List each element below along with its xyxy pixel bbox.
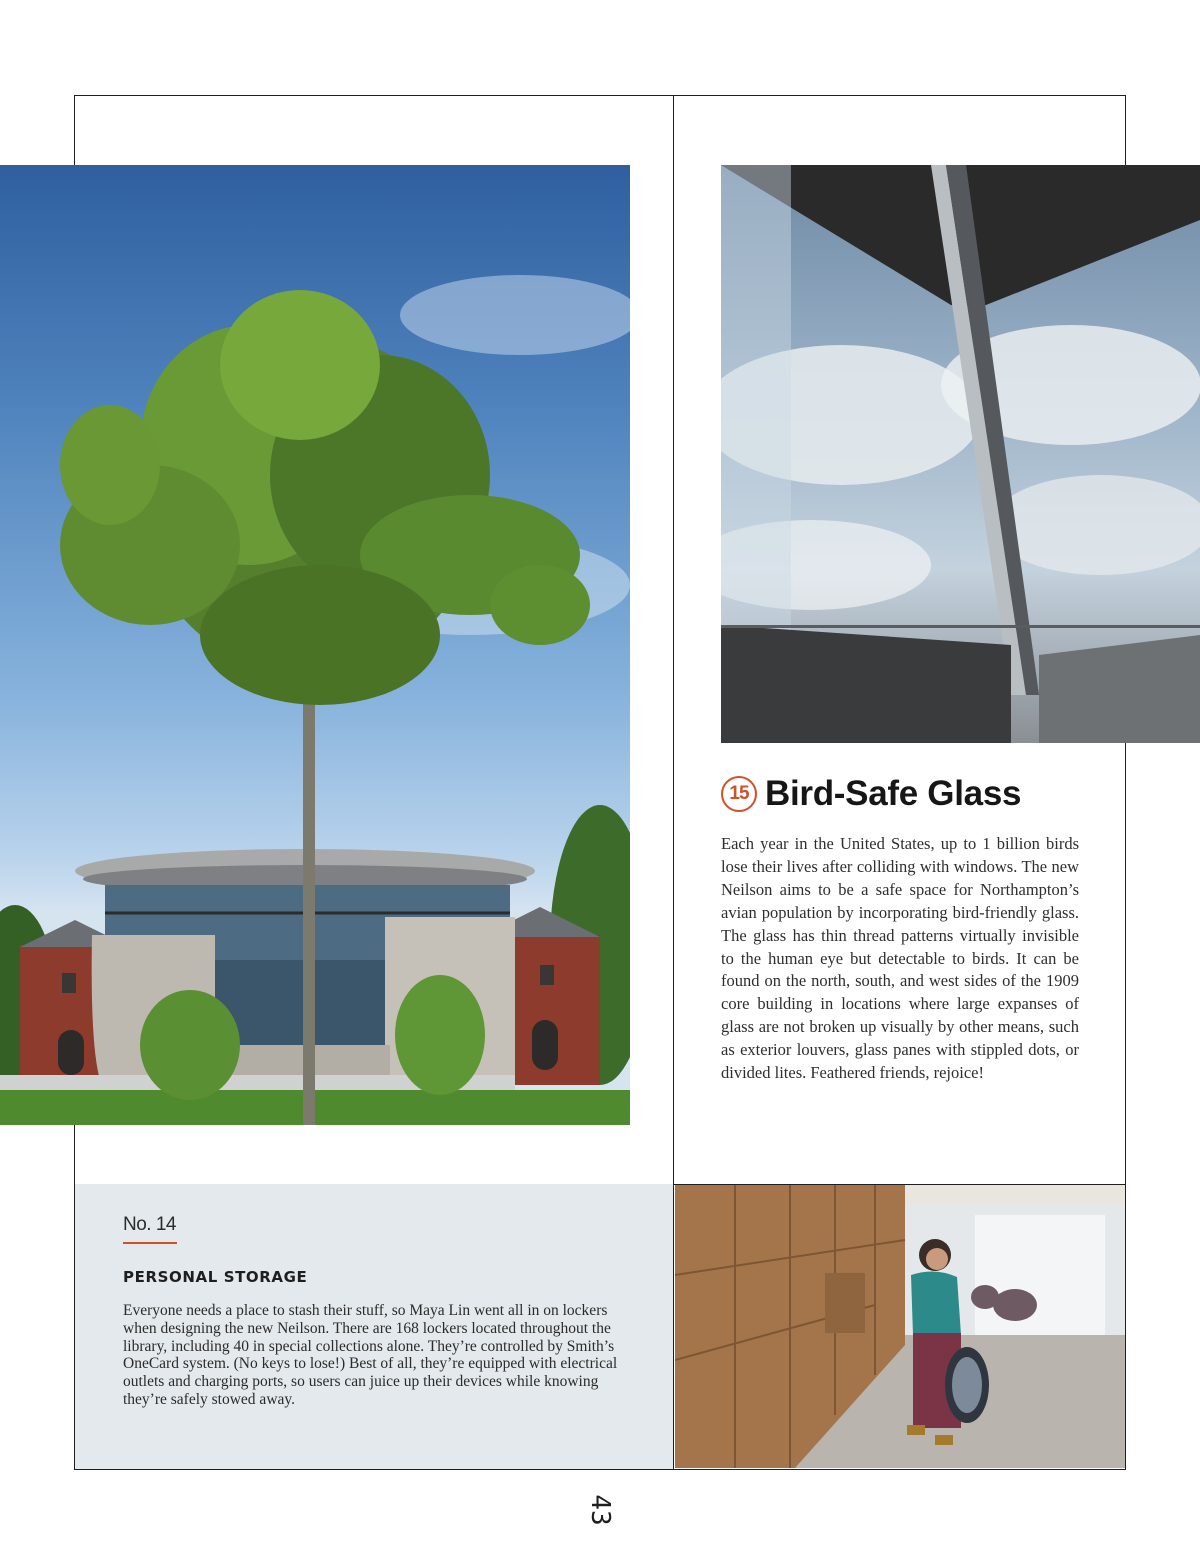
glass-window-illustration (721, 165, 1200, 743)
locker-illustration (675, 1185, 1125, 1468)
page-number: 43 (585, 1494, 615, 1526)
section-number-badge: 15 (721, 776, 757, 812)
locker-photo (675, 1185, 1125, 1468)
section-title: Bird-Safe Glass (765, 774, 1022, 813)
frame-bottom-line (74, 1469, 1126, 1470)
bird-safe-heading (721, 770, 1121, 818)
tree-building-illustration (0, 165, 630, 1125)
storage-body: Everyone needs a place to stash their stuff, so Maya Lin went all in on lockers when designing the new Neilson. There are 168 lockers located throughout the library, including 40 in special collections alone. They’re controlled by Smith’s OneCard system. (No keys to lose!) Best of all, they’re equipped with electrical outlets and charging ports, so users can juice up their devices while knowing they’re safely stowed away. (123, 1302, 618, 1408)
frame-top-line (74, 95, 1126, 96)
bird-safe-body: Each year in the United States, up to 1 billion birds lose their lives after colliding with windows. The new Neilson aims to be a safe space for Northampton’s avian population by incorporating bird-friendly glass. The glass has thin thread patterns virtually invisible to the human eye but detectable to birds. It can be found on the north, south, and west sides of the 1909 core building in locations where large expanses of glass are not broken up visually by other means, such as exterior louvers, glass panes with stippled dots, or divided lites. Feathered friends, rejoice! (721, 834, 1079, 1083)
personal-storage-card (75, 1184, 673, 1469)
storage-number-label: No. 14 (123, 1214, 176, 1235)
frame-center-line (673, 95, 674, 1470)
bird-safe-glass-photo (721, 165, 1200, 743)
tree-building-photo (0, 165, 630, 1125)
storage-heading: PERSONAL STORAGE (123, 1268, 308, 1286)
storage-accent-rule (123, 1242, 177, 1244)
